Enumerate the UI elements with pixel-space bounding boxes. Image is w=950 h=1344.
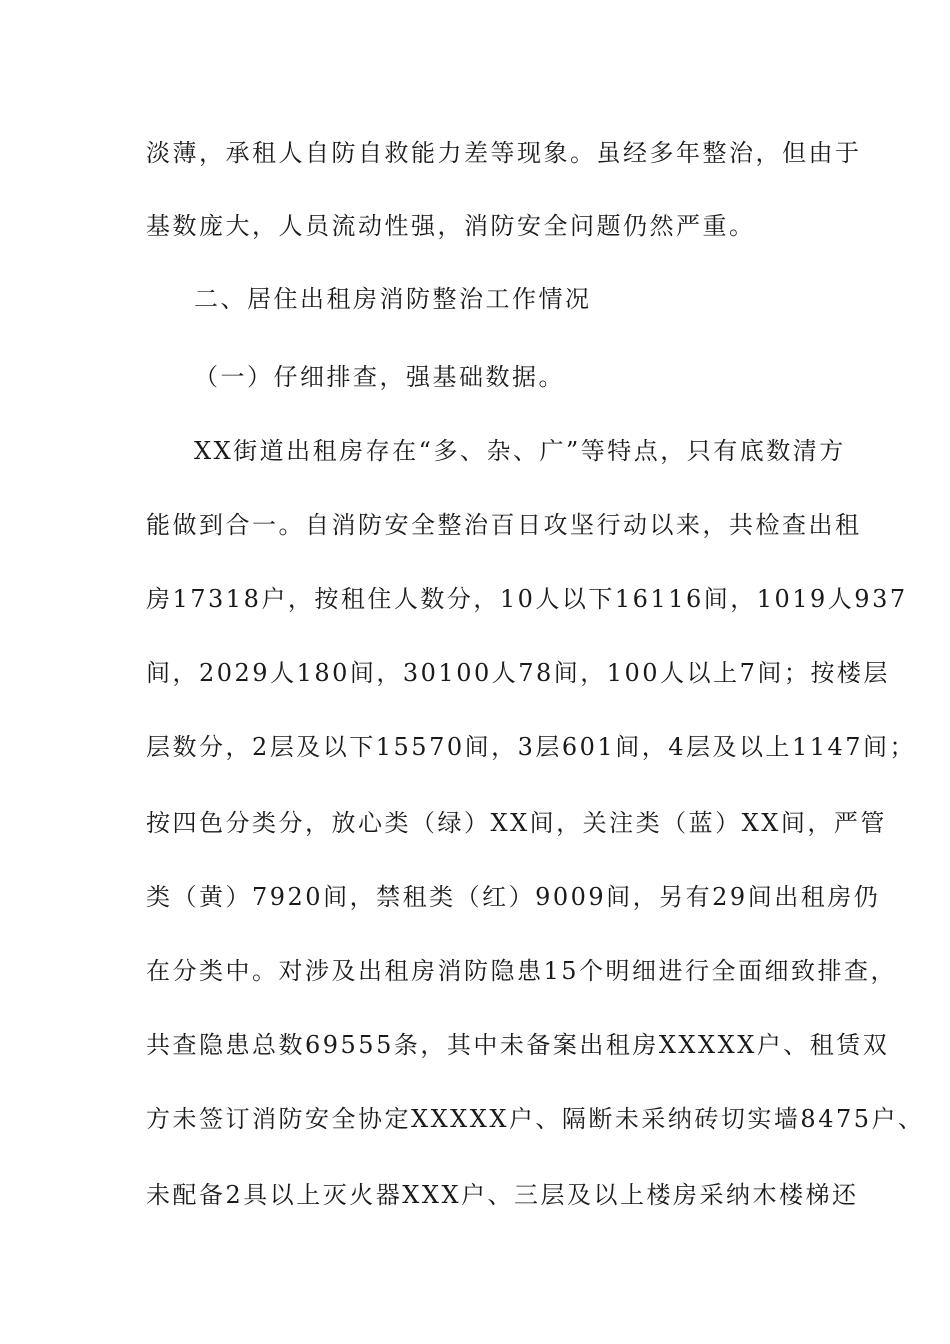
text-line: 基数庞大，人员流动性强，消防安全问题仍然严重。	[146, 212, 756, 240]
text-line: 能做到合一。自消防安全整治百日攻坚行动以来，共检查出租	[146, 511, 862, 539]
text-line: 方未签订消防安全协定XXXXX户、隔断未采纳砖切实墙8475户、	[146, 1105, 925, 1133]
text-line: 按四色分类分，放心类（绿）XX间，关注类（蓝）XX间，严管	[146, 809, 887, 837]
text-line: 未配备2具以上灭火器XXX户、三层及以上楼房采纳木楼梯还	[146, 1181, 859, 1209]
text-line: 层数分，2层及以下15570间，3层601间，4层及以上1147间；	[146, 733, 917, 761]
subsection-heading: （一）仔细排查，强基础数据。	[194, 363, 565, 391]
text-line: XX街道出租房存在“多、杂、广”等特点，只有底数清方	[194, 437, 846, 465]
text-line: 房17318户，按租住人数分，10人以下16116间，1019人937	[146, 585, 908, 613]
section-heading: 二、居住出租房消防整治工作情况	[194, 285, 592, 313]
text-line: 类（黄）7920间，禁租类（红）9009间，另有29间出租房仍	[146, 883, 881, 911]
text-line: 间，2029人180间，30100人78间，100人以上7间；按楼层	[146, 659, 890, 687]
text-line: 在分类中。对涉及出租房消防隐患15个明细进行全面细致排查，	[146, 957, 898, 985]
text-line: 淡薄，承租人自防自救能力差等现象。虽经多年整治，但由于	[146, 139, 862, 167]
text-line: 共查隐患总数69555条，其中未备案出租房XXXXX户、租赁双	[146, 1031, 890, 1059]
